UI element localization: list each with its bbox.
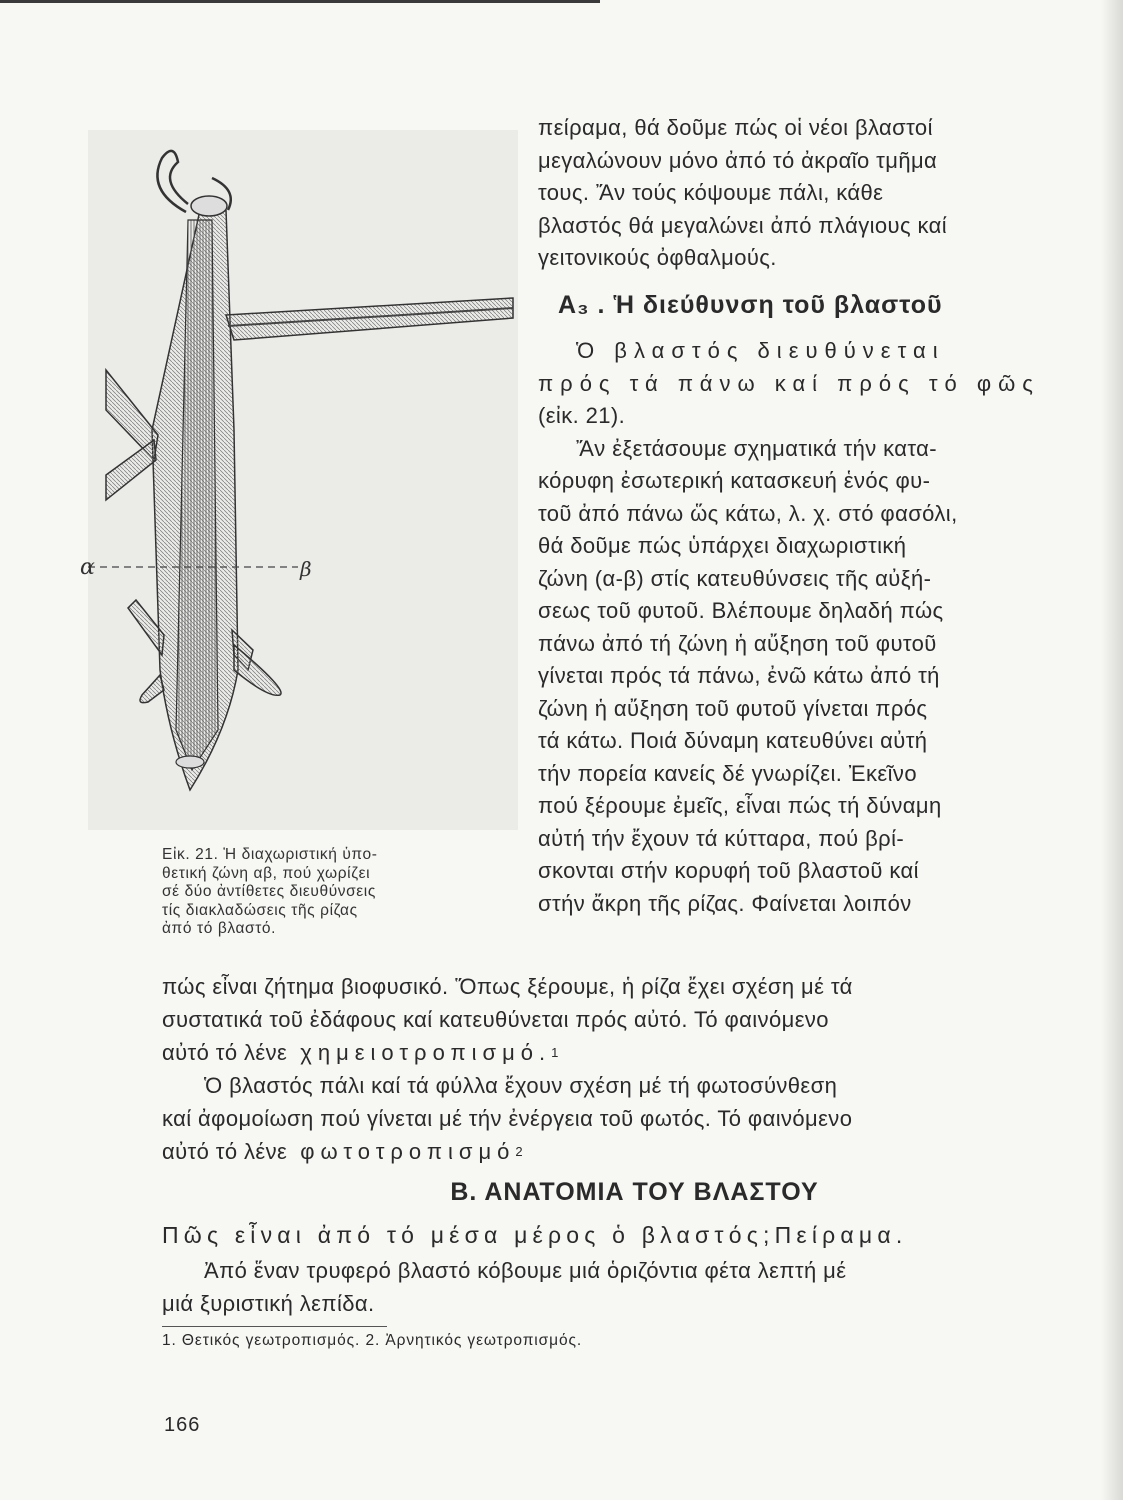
caption-line: ἀπό τό βλαστό. xyxy=(162,920,277,937)
text-line: Ἄν ἐξετάσουμε σχηματικά τήν κατα- xyxy=(576,435,938,461)
text-line-chemotropism xyxy=(162,1036,1107,1069)
phototropism-term: φωτοτροπισμό xyxy=(300,1139,516,1164)
label-alpha: α xyxy=(80,555,95,580)
branch-right xyxy=(226,298,513,340)
text-line: τά κάτω. Ποιά δύναμη κατευθύνει αὐτή xyxy=(538,728,928,753)
stem-diagram xyxy=(80,130,518,830)
caption-line: θετική ζώνη αβ, πού χωρίζει xyxy=(162,864,371,882)
text-line: Ὁ βλαστός πάλι καί τά φύλλα ἔχουν σχέση μέ τή φωτοσύνθεση xyxy=(204,1073,838,1098)
text-line: σκονται στήν κορυφή τοῦ βλαστοῦ καί xyxy=(538,858,919,883)
text-line: πού ξέρουμε ἐμεῖς, εἶναι πώς τή δύναμη xyxy=(538,793,942,818)
text-line: πώς εἶναι ζήτημα βιοφυσικό. Ὅπως ξέρουμε, ἡ ρίζα ἔχει σχέση μέ τά xyxy=(162,974,853,999)
text-line: (εἰκ. 21). xyxy=(538,403,626,428)
chemo-prefix: αὐτό τό λένε xyxy=(162,1040,288,1065)
text-line: πάνω ἀπό τή ζώνη ἡ αὔξηση τοῦ φυτοῦ xyxy=(538,630,937,656)
footnote-ref-1: 1 xyxy=(551,1045,559,1060)
text-line: τήν πορεία κανείς δέ γνωρίζει. Ἐκεῖνο xyxy=(538,760,917,786)
photo-prefix: αὐτό τό λένε xyxy=(162,1139,288,1164)
chemotropism-term: χημειοτροπισμό. xyxy=(300,1040,552,1065)
text-line: μιά ξυριστική λεπίδα. xyxy=(162,1291,375,1316)
right-column xyxy=(538,112,1103,920)
root-branch-right-2 xyxy=(234,645,281,695)
text-line: σεως τοῦ φυτοῦ. Βλέπουμε δηλαδή πώς xyxy=(538,598,944,623)
text-line: βλαστός θά μεγαλώνει ἀπό πλάγιους καί xyxy=(538,212,947,238)
question-line: Πῶς εἶναι ἀπό τό μέσα μέρος ὁ βλαστός;Πείραμα. xyxy=(162,1222,908,1248)
text-line: τους. Ἄν τούς κόψουμε πάλι, κάθε xyxy=(538,180,884,205)
full-width-text xyxy=(162,970,1107,1351)
text-line-spaced: Ὁ βλαστός διευθύνεται xyxy=(576,338,945,363)
footnotes: 1. Θετικός γεωτροπισμός. 2. Ἀρνητικός γεωτροπισμός. xyxy=(162,1332,583,1349)
text-line: μεγαλώνουν μόνο ἀπό τό ἀκραῖο τμῆμα xyxy=(538,147,938,173)
text-line-phototropism xyxy=(162,1135,1107,1168)
text-line: γειτονικούς ὀφθαλμούς. xyxy=(538,245,777,270)
root-branch-left-2 xyxy=(140,675,164,703)
text-line: κόρυφη ἐσωτερική κατασκευή ἑνός φυ- xyxy=(538,468,931,493)
branch-left-lower xyxy=(106,440,156,500)
label-beta: β xyxy=(300,557,312,581)
text-line: αὐτή τήν ἔχουν τά κύτταρα, πού βρί- xyxy=(538,825,905,851)
section-heading-a3: Α₃ . Ἡ διεύθυνση τοῦ βλαστοῦ xyxy=(558,290,943,319)
shoot-tip xyxy=(191,196,227,216)
page-number: 166 xyxy=(164,1414,201,1436)
text-line: καί ἀφομοίωση πού γίνεται μέ τήν ἐνέργεια τοῦ φωτός. Τό φαινόμενο xyxy=(162,1106,853,1131)
caption-line: Εἰκ. 21. Ἡ διαχωριστική ὑπο- xyxy=(162,846,378,863)
text-line: θά δοῦμε πώς ὑπάρχει διαχωριστική xyxy=(538,533,907,558)
text-line-spaced: πρός τά πάνω καί πρός τό φῶς xyxy=(538,370,1040,396)
text-line: γίνεται πρός τά πάνω, ἐνῶ κάτω ἀπό τή xyxy=(538,663,940,688)
caption-line: σέ δύο ἀντίθετες διευθύνσεις xyxy=(162,883,376,900)
section-heading-b: Β. ΑΝΑΤΟΜΙΑ ΤΟΥ ΒΛΑΣΤΟΥ xyxy=(450,1178,819,1206)
figure-21 xyxy=(80,130,518,830)
text-line: Ἀπό ἕναν τρυφερό βλαστό κόβουμε μιά ὁριζόντια φέτα λεπτή μέ xyxy=(204,1258,847,1283)
text-line: πείραμα, θά δοῦμε πώς οἱ νέοι βλαστοί xyxy=(538,115,933,140)
caption-line: τίς διακλαδώσεις τῆς ρίζας xyxy=(162,901,358,919)
text-line: στήν ἄκρη τῆς ρίζας. Φαίνεται λοιπόν xyxy=(538,890,912,916)
text-line: τοῦ ἀπό πάνω ὥς κάτω, λ. χ. στό φασόλι, xyxy=(538,500,958,526)
text-line: συστατικά τοῦ ἐδάφους καί κατευθύνεται πρός αὐτό. Τό φαινόμενο xyxy=(162,1007,829,1032)
text-line: ζώνη ἡ αὔξηση τοῦ φυτοῦ γίνεται πρός xyxy=(538,695,928,721)
scan-edge-top xyxy=(0,0,600,3)
footnote-rule xyxy=(162,1326,387,1327)
root-tip xyxy=(176,756,204,768)
text-line: ζώνη (α-β) στίς κατευθύνσεις τῆς αὐξή- xyxy=(538,565,932,591)
figure-caption xyxy=(162,846,492,939)
young-leaf-left xyxy=(157,151,188,212)
footnote-ref-2: 2 xyxy=(515,1144,524,1159)
